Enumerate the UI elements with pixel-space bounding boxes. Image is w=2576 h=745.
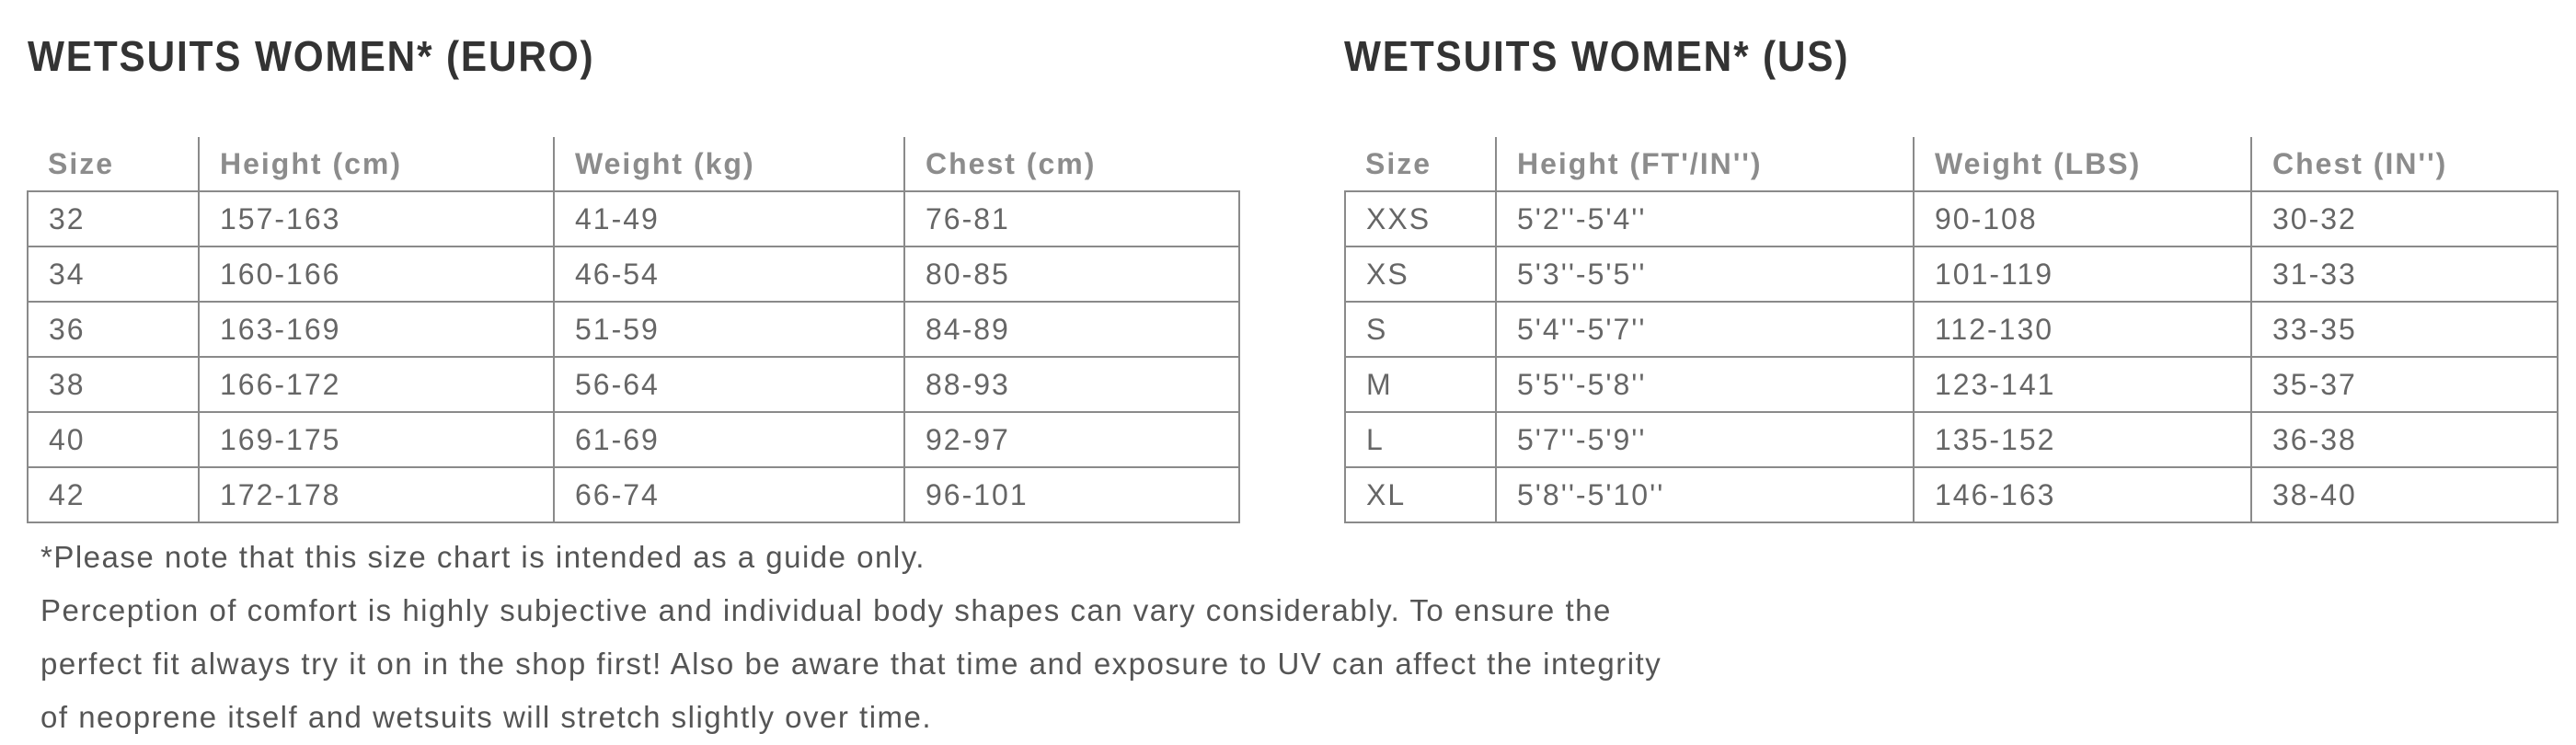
table-row — [1345, 302, 2558, 357]
us-table-title: WETSUITS WOMEN* (US) — [1344, 32, 1850, 80]
cell-height: 166-172 — [199, 357, 554, 412]
cell-chest: 80-85 — [904, 246, 1239, 302]
column-header-chest: Chest (cm) — [904, 137, 1239, 191]
euro-size-table — [27, 137, 1240, 523]
cell-height: 160-166 — [199, 246, 554, 302]
cell-height: 169-175 — [199, 412, 554, 467]
cell-size: 36 — [28, 302, 199, 357]
cell-chest: 84-89 — [904, 302, 1239, 357]
cell-weight: 51-59 — [554, 302, 904, 357]
cell-height: 5'5''-5'8'' — [1496, 357, 1914, 412]
cell-size: XL — [1345, 467, 1496, 522]
column-header-size: Size — [1345, 137, 1496, 191]
cell-height: 163-169 — [199, 302, 554, 357]
cell-height: 5'8''-5'10'' — [1496, 467, 1914, 522]
table-row — [1345, 191, 2558, 246]
cell-size: XXS — [1345, 191, 1496, 246]
column-header-height: Height (cm) — [199, 137, 554, 191]
cell-chest: 92-97 — [904, 412, 1239, 467]
us-size-table — [1344, 137, 2559, 523]
cell-size: S — [1345, 302, 1496, 357]
cell-weight: 123-141 — [1914, 357, 2251, 412]
cell-chest: 36-38 — [2251, 412, 2558, 467]
cell-weight: 146-163 — [1914, 467, 2251, 522]
cell-size: 42 — [28, 467, 199, 522]
cell-size: 40 — [28, 412, 199, 467]
cell-chest: 88-93 — [904, 357, 1239, 412]
table-row — [28, 302, 1239, 357]
cell-weight: 61-69 — [554, 412, 904, 467]
cell-chest: 38-40 — [2251, 467, 2558, 522]
cell-weight: 112-130 — [1914, 302, 2251, 357]
cell-weight: 101-119 — [1914, 246, 2251, 302]
cell-chest: 35-37 — [2251, 357, 2558, 412]
euro-table-body — [28, 191, 1239, 522]
cell-size: M — [1345, 357, 1496, 412]
cell-height: 5'3''-5'5'' — [1496, 246, 1914, 302]
cell-size: L — [1345, 412, 1496, 467]
cell-weight: 46-54 — [554, 246, 904, 302]
cell-size: 34 — [28, 246, 199, 302]
cell-chest: 96-101 — [904, 467, 1239, 522]
cell-chest: 76-81 — [904, 191, 1239, 246]
cell-chest: 31-33 — [2251, 246, 2558, 302]
comfort-note-line-1: Perception of comfort is highly subjective and individual body shapes can vary considerably. To ensure the — [40, 593, 1612, 627]
cell-height: 5'4''-5'7'' — [1496, 302, 1914, 357]
cell-weight: 90-108 — [1914, 191, 2251, 246]
cell-weight: 41-49 — [554, 191, 904, 246]
table-row — [28, 246, 1239, 302]
guide-disclaimer: *Please note that this size chart is intended as a guide only. — [40, 540, 926, 574]
cell-chest: 30-32 — [2251, 191, 2558, 246]
table-row — [1345, 412, 2558, 467]
euro-table-title: WETSUITS WOMEN* (EURO) — [28, 32, 595, 80]
cell-height: 5'2''-5'4'' — [1496, 191, 1914, 246]
table-row — [1345, 467, 2558, 522]
us-table-body — [1345, 191, 2558, 522]
cell-weight: 135-152 — [1914, 412, 2251, 467]
comfort-note-line-3: of neoprene itself and wetsuits will stretch slightly over time. — [40, 700, 933, 734]
cell-weight: 56-64 — [554, 357, 904, 412]
table-header-row — [1345, 137, 2558, 191]
table-row — [28, 467, 1239, 522]
column-header-weight: Weight (kg) — [554, 137, 904, 191]
cell-height: 157-163 — [199, 191, 554, 246]
table-header-row — [28, 137, 1239, 191]
column-header-chest: Chest (IN'') — [2251, 137, 2558, 191]
cell-height: 5'7''-5'9'' — [1496, 412, 1914, 467]
table-row — [1345, 246, 2558, 302]
column-header-size: Size — [28, 137, 199, 191]
cell-chest: 33-35 — [2251, 302, 2558, 357]
cell-size: 38 — [28, 357, 199, 412]
column-header-weight: Weight (LBS) — [1914, 137, 2251, 191]
cell-weight: 66-74 — [554, 467, 904, 522]
cell-size: 32 — [28, 191, 199, 246]
column-header-height: Height (FT'/IN'') — [1496, 137, 1914, 191]
cell-height: 172-178 — [199, 467, 554, 522]
cell-size: XS — [1345, 246, 1496, 302]
table-row — [28, 191, 1239, 246]
table-row — [1345, 357, 2558, 412]
table-row — [28, 357, 1239, 412]
table-row — [28, 412, 1239, 467]
comfort-note-line-2: perfect fit always try it on in the shop first! Also be aware that time and exposure to UV can affect the integrity — [40, 647, 1662, 681]
